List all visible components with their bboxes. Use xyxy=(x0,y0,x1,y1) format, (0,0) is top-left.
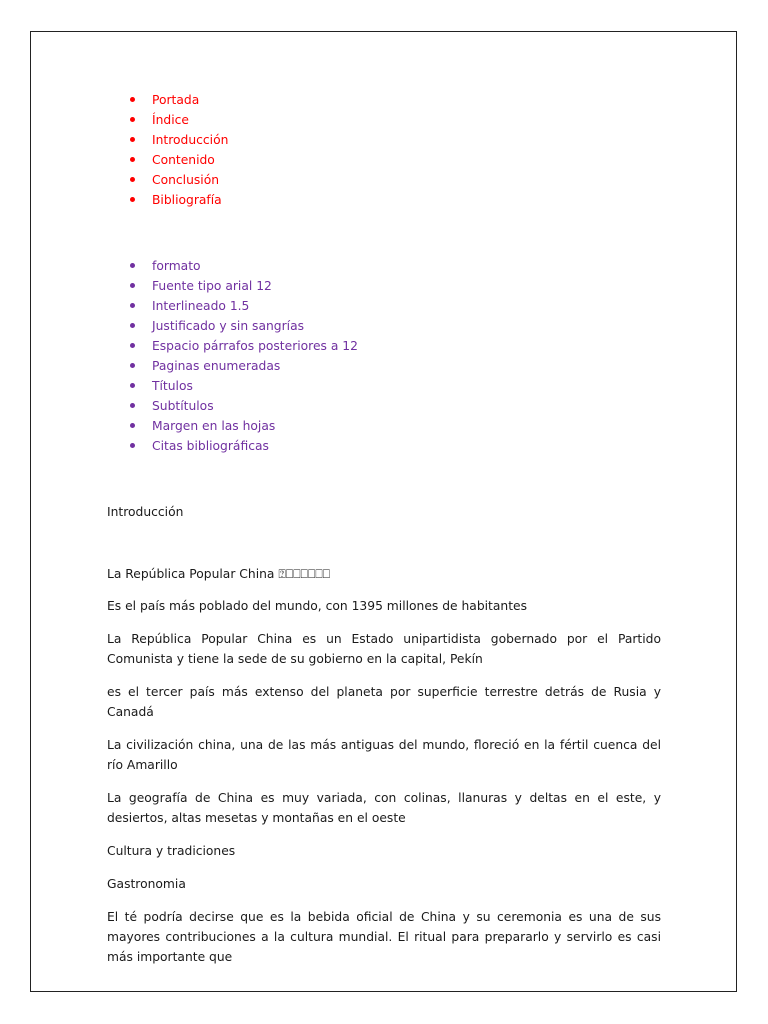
list-item: Portada xyxy=(127,90,661,110)
spacer xyxy=(107,775,661,788)
bullet-icon xyxy=(130,283,135,288)
page-content xyxy=(107,90,661,967)
paragraph: La geografía de China es muy variada, con colinas, llanuras y deltas en el este, y desiertos, altas mesetas y montañas en el oeste xyxy=(107,791,661,825)
bullet-icon xyxy=(130,363,135,368)
list-item: formato xyxy=(127,256,661,276)
bullet-icon xyxy=(130,197,135,202)
list-item: Interlineado 1.5 xyxy=(127,296,661,316)
format-list xyxy=(107,256,661,456)
document-page xyxy=(30,31,737,992)
bullet-icon xyxy=(130,157,135,162)
bullet-icon xyxy=(130,323,135,328)
paragraph: Es el país más poblado del mundo, con 1395 millones de habitantes xyxy=(107,599,528,613)
list-item: Justificado y sin sangrías xyxy=(127,316,661,336)
list-item: Margen en las hojas xyxy=(127,416,661,436)
section-heading-cultura: Cultura y tradiciones xyxy=(107,844,236,858)
contents-list xyxy=(107,90,661,210)
spacer xyxy=(107,894,661,907)
spacer xyxy=(107,456,661,502)
paragraph: es el tercer país más extenso del planeta por superficie terrestre detrás de Rusia y Canadá xyxy=(107,685,661,719)
bullet-icon xyxy=(130,343,135,348)
list-item: Bibliografía xyxy=(127,190,661,210)
bullet-icon xyxy=(130,403,135,408)
spacer xyxy=(107,861,661,874)
list-item: Citas bibliográficas xyxy=(127,436,661,456)
list-item: Conclusión xyxy=(127,170,661,190)
paragraph: La civilización china, una de las más antiguas del mundo, floreció en la fértil cuenca del río Amarillo xyxy=(107,738,661,772)
spacer xyxy=(107,669,661,682)
bullet-icon xyxy=(130,303,135,308)
bullet-icon xyxy=(130,383,135,388)
bullet-icon xyxy=(130,97,135,102)
spacer xyxy=(107,616,661,629)
spacer xyxy=(107,584,661,596)
list-item: Paginas enumeradas xyxy=(127,356,661,376)
spacer xyxy=(107,522,661,564)
section-heading-gastronomia: Gastronomia xyxy=(107,877,186,891)
list-item: Subtítulos xyxy=(127,396,661,416)
list-item: Fuente tipo arial 12 xyxy=(127,276,661,296)
bullet-icon xyxy=(130,137,135,142)
paragraph: La República Popular China ⍰⎕⎕⎕⎕⎕⎕ xyxy=(107,567,330,581)
spacer xyxy=(107,828,661,841)
spacer xyxy=(107,722,661,735)
bullet-icon xyxy=(130,117,135,122)
list-item: Títulos xyxy=(127,376,661,396)
paragraph: El té podría decirse que es la bebida oficial de China y su ceremonia es una de sus mayores contribuciones a la cultura mundial. El ritual para prepararlo y servirlo es casi más importante que xyxy=(107,910,661,964)
bullet-icon xyxy=(130,423,135,428)
bullet-icon xyxy=(130,443,135,448)
spacer xyxy=(107,210,661,256)
list-item: Introducción xyxy=(127,130,661,150)
bullet-icon xyxy=(130,263,135,268)
list-item: Contenido xyxy=(127,150,661,170)
paragraph: La República Popular China es un Estado unipartidista gobernado por el Partido Comunista y tiene la sede de su gobierno en la capital, Pekín xyxy=(107,632,661,666)
bullet-icon xyxy=(130,177,135,182)
list-item: Índice xyxy=(127,110,661,130)
list-item: Espacio párrafos posteriores a 12 xyxy=(127,336,661,356)
section-heading-introduccion: Introducción xyxy=(107,505,184,519)
